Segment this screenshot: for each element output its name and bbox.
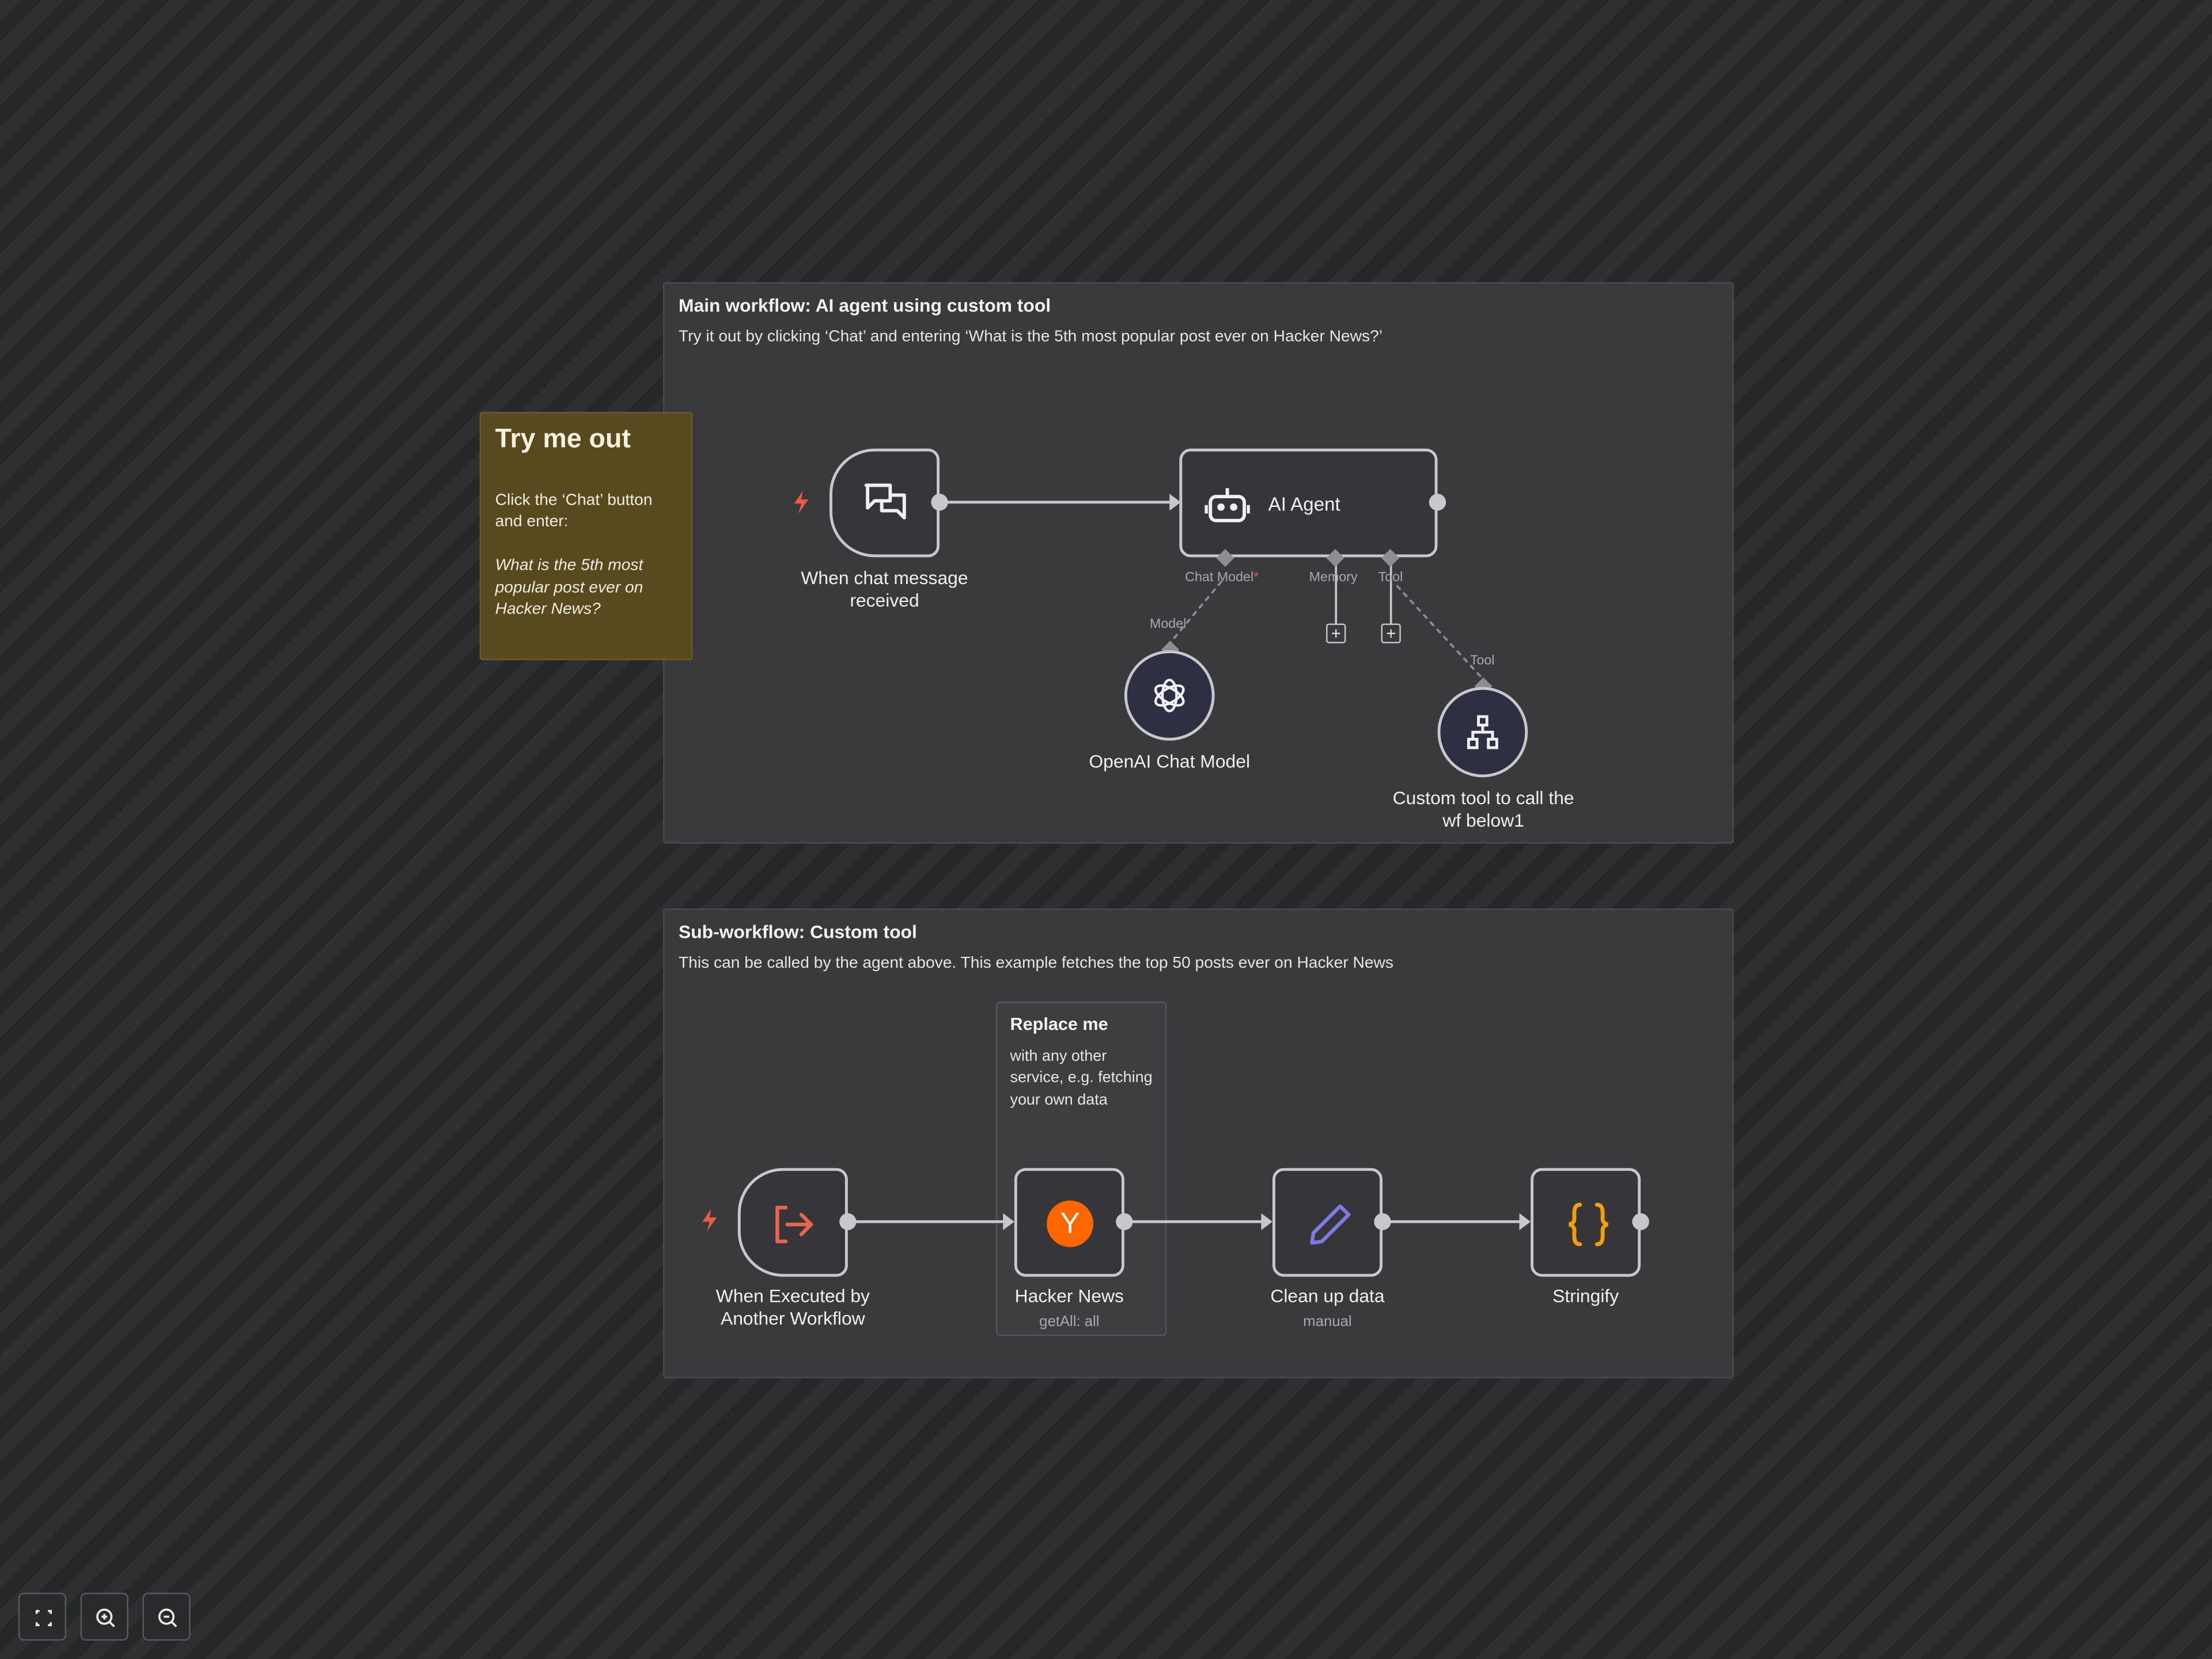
hacker-news-node[interactable]	[1014, 1168, 1124, 1277]
hacker-news-operation: getAll: all	[1039, 1313, 1100, 1331]
chat-trigger-label: When chat message received	[801, 567, 968, 611]
memory-port-label: Memory	[1309, 570, 1358, 586]
zoom-out-button[interactable]	[142, 1593, 190, 1641]
add-tool-button[interactable]: +	[1381, 623, 1401, 643]
required-mark: *	[1253, 570, 1259, 586]
main-workflow-subtitle: Try it out by clicking ‘Chat’ and entering ‘What is the 5th most popular post ever on Hacker News?’	[678, 328, 1383, 346]
openai-icon	[1150, 676, 1190, 715]
sticky-instruction: Click the ‘Chat’ button and enter:	[495, 492, 653, 531]
custom-tool-node[interactable]	[1438, 687, 1528, 778]
openai-chat-model-label: OpenAI Chat Model	[1089, 750, 1251, 772]
sub-workflow-subtitle: This can be called by the agent above. This example fetches the top 50 posts ever on Hacker News	[678, 955, 1393, 972]
stringify-output-handle[interactable]	[1632, 1213, 1649, 1230]
trigger-bolt-icon	[791, 490, 811, 515]
model-connection-label: Model	[1149, 616, 1187, 632]
clean-up-data-mode: manual	[1303, 1313, 1352, 1331]
stringify-node[interactable]	[1531, 1168, 1641, 1277]
sticky-title: Try me out	[495, 425, 631, 454]
pencil-icon	[1306, 1200, 1354, 1248]
openai-chat-model-node[interactable]	[1124, 650, 1215, 741]
exec-trigger-output-handle[interactable]	[839, 1213, 856, 1230]
zoom-out-icon	[144, 1594, 192, 1642]
ai-agent-node[interactable]	[1179, 449, 1437, 558]
clean-up-data-output-handle[interactable]	[1374, 1213, 1391, 1230]
sign-in-arrow-icon	[772, 1202, 817, 1247]
sticky-example-question: What is the 5th most popular post ever on Hacker News?	[495, 557, 643, 618]
tool-port-label: Tool	[1378, 570, 1403, 586]
sitemap-icon	[1464, 714, 1501, 751]
chat-trigger-node[interactable]	[830, 449, 940, 558]
stringify-label: Stringify	[1552, 1285, 1619, 1306]
main-workflow-title: Main workflow: AI agent using custom tool	[678, 294, 1051, 316]
fit-view-icon	[20, 1594, 67, 1642]
exec-trigger-node[interactable]	[738, 1168, 848, 1277]
chat-model-port-label: Chat Model*	[1185, 570, 1259, 586]
clean-up-data-label: Clean up data	[1270, 1285, 1385, 1306]
ai-agent-label: AI Agent	[1268, 494, 1340, 515]
zoom-in-icon	[82, 1594, 130, 1642]
sub-workflow-title: Sub-workflow: Custom tool	[678, 921, 917, 942]
add-memory-button[interactable]: +	[1326, 623, 1346, 643]
robot-icon	[1205, 483, 1249, 528]
tool-connection-label: Tool	[1469, 653, 1495, 669]
replace-me-title: Replace me	[1010, 1014, 1108, 1035]
chat-bubbles-icon	[862, 480, 910, 528]
ai-agent-output-handle[interactable]	[1429, 494, 1446, 510]
hacker-news-label: Hacker News	[1014, 1285, 1124, 1306]
exec-trigger-label: When Executed by Another Workflow	[715, 1285, 870, 1329]
custom-tool-label: Custom tool to call the wf below1	[1392, 787, 1574, 831]
exec-trigger-bolt-icon	[700, 1207, 719, 1233]
hacker-news-output-handle[interactable]	[1116, 1213, 1132, 1230]
replace-me-body: with any other service, e.g. fetching your own data	[1010, 1048, 1153, 1108]
zoom-in-button[interactable]	[81, 1593, 128, 1641]
hacker-news-icon: Y	[1047, 1200, 1093, 1247]
chat-trigger-output-handle[interactable]	[931, 494, 948, 510]
clean-up-data-node[interactable]	[1272, 1168, 1382, 1277]
braces-icon	[1563, 1199, 1613, 1250]
fit-view-button[interactable]	[18, 1593, 66, 1641]
